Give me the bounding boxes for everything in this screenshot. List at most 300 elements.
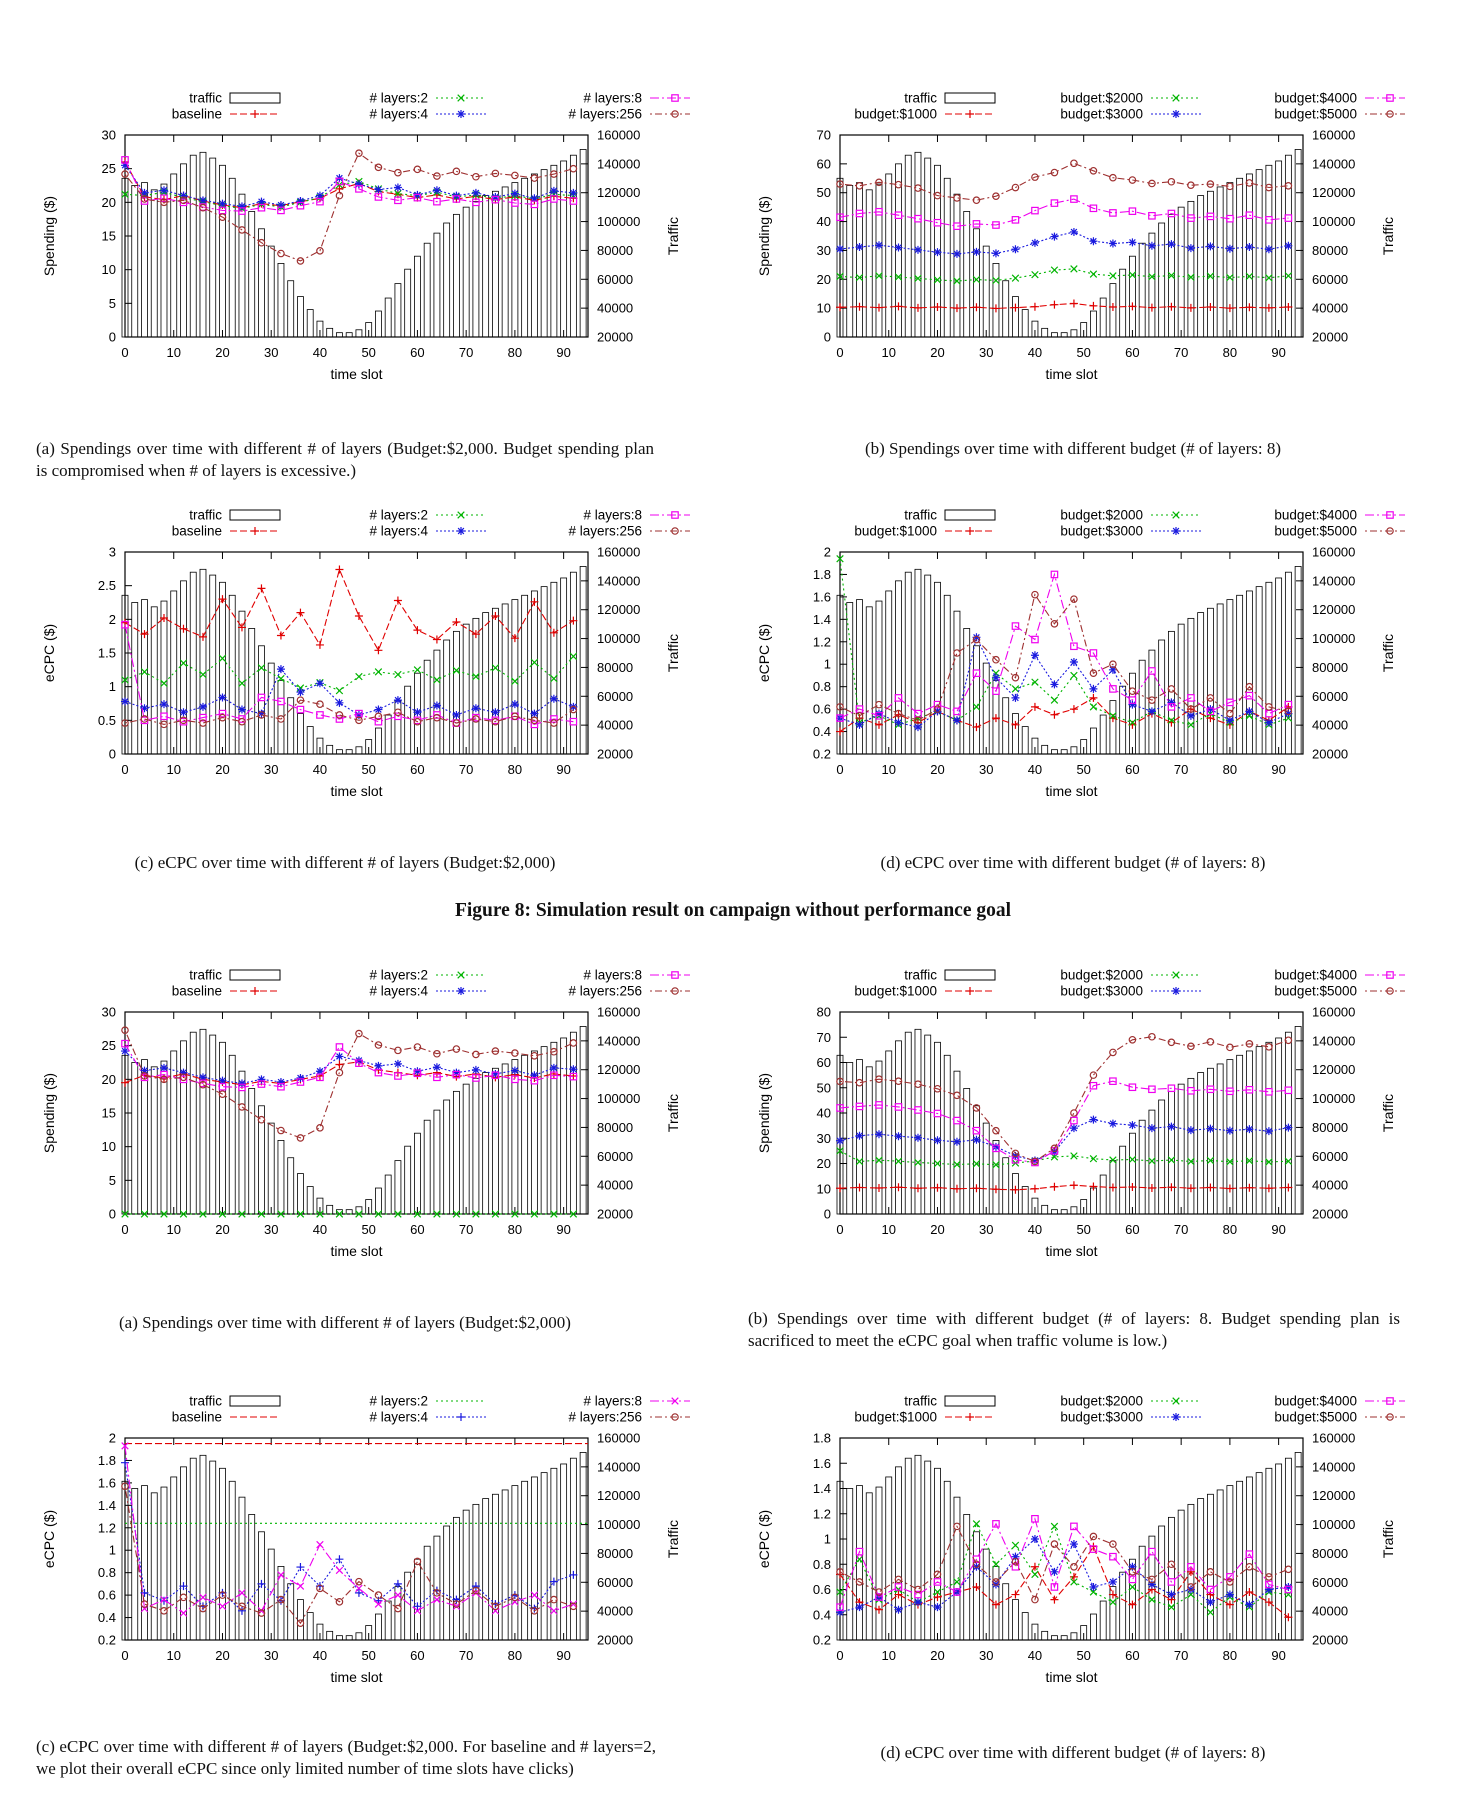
chart-top-a (30, 85, 690, 395)
svg-text:0.8: 0.8 (812, 679, 831, 695)
svg-text:80: 80 (1222, 1222, 1238, 1237)
svg-text:30: 30 (263, 345, 279, 360)
svg-text:140000: 140000 (1312, 1459, 1356, 1475)
traffic-bars (837, 1452, 1301, 1640)
svg-text:160000: 160000 (597, 544, 641, 560)
svg-text:60000: 60000 (597, 1148, 634, 1164)
svg-text:Traffic: Traffic (1380, 216, 1396, 256)
svg-text:2: 2 (108, 1430, 116, 1446)
svg-text:60000: 60000 (597, 1574, 634, 1590)
svg-text:140000: 140000 (1312, 1033, 1356, 1049)
caption-top-a: (a) Spendings over time with different # of layers (Budget:$2,000. Budget spending plan is compromised when # of layers is excessive.) (36, 439, 654, 481)
svg-text:baseline: baseline (171, 523, 222, 539)
svg-text:40: 40 (312, 345, 328, 360)
legend (854, 968, 1405, 999)
chart-top-d (745, 502, 1405, 812)
svg-text:50: 50 (1076, 345, 1091, 360)
svg-text:traffic: traffic (189, 90, 222, 106)
svg-text:120000: 120000 (597, 1062, 641, 1078)
traffic-bars (122, 1452, 586, 1640)
svg-text:120000: 120000 (1312, 185, 1356, 201)
svg-text:0: 0 (121, 1222, 129, 1237)
svg-text:Traffic: Traffic (665, 633, 681, 673)
svg-text:baseline: baseline (171, 983, 222, 999)
svg-text:traffic: traffic (904, 1393, 937, 1409)
svg-text:100000: 100000 (1312, 631, 1356, 647)
svg-text:80000: 80000 (1312, 1545, 1349, 1561)
svg-text:1.4: 1.4 (812, 611, 831, 627)
series-baseline (121, 1058, 577, 1089)
svg-text:2.5: 2.5 (97, 578, 116, 594)
svg-text:80: 80 (1222, 345, 1238, 360)
svg-text:30: 30 (978, 762, 994, 777)
svg-text:140000: 140000 (597, 1459, 641, 1475)
svg-text:40: 40 (312, 762, 328, 777)
svg-text:80: 80 (1222, 1648, 1238, 1663)
svg-text:25: 25 (101, 161, 116, 177)
svg-text:0: 0 (121, 1648, 129, 1663)
svg-text:traffic: traffic (904, 967, 937, 983)
chart-canvas-bottom-a (30, 962, 690, 1272)
svg-text:0: 0 (823, 1206, 831, 1222)
svg-text:70: 70 (458, 1648, 474, 1663)
svg-text:80: 80 (507, 1222, 523, 1237)
svg-text:10: 10 (166, 345, 181, 360)
series-budget:$1000 (836, 694, 1292, 736)
svg-text:eCPC ($): eCPC ($) (41, 1509, 57, 1569)
svg-text:1.2: 1.2 (97, 1520, 116, 1536)
svg-text:160000: 160000 (1312, 1004, 1356, 1020)
svg-text:1.5: 1.5 (97, 645, 116, 661)
svg-text:50: 50 (361, 1222, 376, 1237)
svg-text:1.2: 1.2 (812, 1506, 831, 1522)
svg-text:3: 3 (108, 544, 116, 560)
traffic-bars (122, 1026, 586, 1214)
svg-text:0.6: 0.6 (812, 1582, 831, 1597)
svg-text:0.4: 0.4 (97, 1610, 116, 1626)
svg-text:20: 20 (215, 345, 230, 360)
series-budget:$3000 (836, 228, 1292, 258)
svg-text:budget:$4000: budget:$4000 (1274, 90, 1357, 106)
svg-text:# layers:4: # layers:4 (369, 983, 428, 999)
svg-text:budget:$1000: budget:$1000 (854, 106, 937, 122)
svg-text:10: 10 (881, 345, 896, 360)
chart-canvas-top-b (745, 85, 1405, 395)
svg-text:0: 0 (121, 345, 129, 360)
svg-text:Traffic: Traffic (1380, 1519, 1396, 1559)
chart-canvas-bottom-b (745, 962, 1405, 1272)
svg-text:90: 90 (556, 762, 571, 777)
svg-text:1.8: 1.8 (812, 1430, 831, 1446)
svg-text:90: 90 (1271, 1222, 1286, 1237)
svg-text:budget:$1000: budget:$1000 (854, 983, 937, 999)
svg-text:50: 50 (1076, 762, 1091, 777)
svg-text:10: 10 (101, 1139, 116, 1155)
svg-text:60: 60 (1125, 345, 1140, 360)
svg-text:160000: 160000 (1312, 544, 1356, 560)
svg-text:time slot: time slot (1045, 1669, 1098, 1685)
svg-text:140000: 140000 (1312, 156, 1356, 172)
svg-text:60000: 60000 (597, 271, 634, 287)
svg-text:40: 40 (312, 1648, 328, 1663)
svg-text:1.8: 1.8 (97, 1452, 116, 1468)
svg-text:80000: 80000 (597, 659, 634, 675)
svg-text:120000: 120000 (597, 602, 641, 618)
svg-text:# layers:8: # layers:8 (583, 967, 642, 983)
svg-text:# layers:8: # layers:8 (583, 507, 642, 523)
svg-text:budget:$4000: budget:$4000 (1274, 967, 1357, 983)
svg-text:budget:$2000: budget:$2000 (1060, 1393, 1143, 1409)
chart-top-c (30, 502, 690, 812)
svg-text:50: 50 (816, 1080, 831, 1096)
svg-text:140000: 140000 (597, 1033, 641, 1049)
chart-bottom-d (745, 1388, 1405, 1698)
svg-text:20: 20 (930, 762, 945, 777)
svg-text:budget:$3000: budget:$3000 (1060, 1409, 1143, 1425)
svg-text:40: 40 (816, 1105, 831, 1121)
svg-text:60: 60 (410, 345, 425, 360)
svg-text:# layers:2: # layers:2 (369, 90, 428, 106)
chart-bottom-c (30, 1388, 690, 1698)
svg-text:40000: 40000 (597, 1603, 634, 1619)
traffic-bars (837, 1026, 1301, 1214)
svg-text:160000: 160000 (1312, 127, 1356, 143)
svg-text:60: 60 (410, 1648, 425, 1663)
svg-text:traffic: traffic (904, 90, 937, 106)
svg-text:budget:$2000: budget:$2000 (1060, 90, 1143, 106)
svg-text:70: 70 (458, 1222, 474, 1237)
chart-canvas-top-c (30, 502, 690, 812)
svg-text:50: 50 (361, 762, 376, 777)
svg-text:140000: 140000 (597, 573, 641, 589)
svg-text:Spending ($): Spending ($) (41, 195, 57, 277)
svg-text:40000: 40000 (597, 717, 634, 733)
svg-text:30: 30 (101, 127, 116, 143)
svg-text:30: 30 (263, 1648, 279, 1663)
svg-text:20000: 20000 (597, 1206, 634, 1222)
svg-text:10: 10 (816, 1181, 831, 1197)
svg-text:Traffic: Traffic (1380, 1093, 1396, 1133)
svg-text:1.6: 1.6 (812, 589, 831, 605)
svg-text:20: 20 (816, 271, 831, 287)
svg-text:budget:$1000: budget:$1000 (854, 1409, 937, 1425)
svg-text:# layers:8: # layers:8 (583, 1393, 642, 1409)
svg-text:60: 60 (1125, 1222, 1140, 1237)
svg-text:100000: 100000 (597, 1517, 641, 1533)
chart-bottom-b (745, 962, 1405, 1272)
svg-text:80000: 80000 (1312, 659, 1349, 675)
svg-text:160000: 160000 (1312, 1430, 1356, 1446)
series-budget:$1000 (836, 300, 1292, 313)
svg-text:30: 30 (101, 1004, 116, 1020)
svg-text:# layers:2: # layers:2 (369, 1393, 428, 1409)
svg-text:eCPC ($): eCPC ($) (756, 623, 772, 683)
svg-text:time slot: time slot (330, 366, 383, 382)
svg-text:traffic: traffic (189, 967, 222, 983)
svg-text:0: 0 (108, 329, 116, 345)
svg-text:0: 0 (836, 1648, 844, 1663)
svg-text:80: 80 (507, 345, 523, 360)
svg-text:100000: 100000 (597, 214, 641, 230)
svg-text:0.5: 0.5 (97, 712, 116, 728)
svg-text:40000: 40000 (1312, 1603, 1349, 1619)
svg-text:30: 30 (978, 1222, 994, 1237)
svg-text:160000: 160000 (597, 127, 641, 143)
svg-text:20: 20 (215, 1648, 230, 1663)
svg-text:time slot: time slot (330, 783, 383, 799)
svg-text:50: 50 (816, 185, 831, 201)
series-baseline (121, 566, 577, 655)
legend (172, 968, 690, 999)
svg-text:60: 60 (410, 762, 425, 777)
svg-text:70: 70 (816, 127, 831, 143)
svg-text:40: 40 (1027, 345, 1043, 360)
svg-text:budget:$5000: budget:$5000 (1274, 983, 1357, 999)
svg-text:10: 10 (101, 262, 116, 278)
svg-text:90: 90 (556, 1222, 571, 1237)
legend (854, 1394, 1405, 1425)
svg-text:160000: 160000 (597, 1430, 641, 1446)
svg-text:10: 10 (166, 1222, 181, 1237)
legend (172, 1394, 690, 1425)
svg-text:10: 10 (881, 1648, 896, 1663)
figure-title: Figure 8: Simulation result on campaign without performance goal (454, 900, 1012, 921)
svg-text:30: 30 (816, 242, 831, 258)
svg-text:1.4: 1.4 (812, 1481, 831, 1496)
svg-text:# layers:256: # layers:256 (568, 106, 642, 122)
svg-text:20: 20 (930, 1222, 945, 1237)
svg-text:60000: 60000 (1312, 688, 1349, 704)
svg-text:Spending ($): Spending ($) (756, 1072, 772, 1154)
svg-text:# layers:4: # layers:4 (369, 523, 428, 539)
svg-text:0: 0 (823, 329, 831, 345)
svg-text:60000: 60000 (1312, 1574, 1349, 1590)
svg-text:Traffic: Traffic (665, 1093, 681, 1133)
svg-text:2: 2 (108, 611, 116, 627)
svg-text:60: 60 (816, 1055, 831, 1070)
svg-text:20000: 20000 (1312, 1632, 1349, 1648)
svg-text:Traffic: Traffic (665, 1519, 681, 1559)
svg-text:eCPC ($): eCPC ($) (756, 1509, 772, 1569)
svg-text:40000: 40000 (1312, 1177, 1349, 1193)
svg-text:# layers:2: # layers:2 (369, 507, 428, 523)
svg-text:60: 60 (1125, 1648, 1140, 1663)
series-budget:$3000 (836, 1535, 1292, 1616)
svg-text:time slot: time slot (1045, 366, 1098, 382)
svg-text:0: 0 (836, 1222, 844, 1237)
svg-text:0: 0 (108, 746, 116, 762)
svg-text:80: 80 (1222, 762, 1238, 777)
svg-text:40: 40 (312, 1222, 328, 1237)
svg-text:time slot: time slot (330, 1243, 383, 1259)
svg-text:90: 90 (1271, 762, 1286, 777)
chart-bottom-a (30, 962, 690, 1272)
svg-text:0.8: 0.8 (812, 1556, 831, 1572)
svg-text:30: 30 (978, 345, 994, 360)
svg-text:30: 30 (816, 1130, 831, 1146)
svg-text:70: 70 (458, 345, 474, 360)
svg-text:20: 20 (101, 194, 116, 210)
svg-text:budget:$3000: budget:$3000 (1060, 983, 1143, 999)
svg-text:80: 80 (816, 1004, 831, 1020)
caption-bottom-c: (c) eCPC over time with different # of layers (Budget:$2,000. For baseline and # layers=2, we plot their overall eCPC since only limited number of time slots have clicks) (36, 1737, 656, 1779)
svg-text:# layers:256: # layers:256 (568, 523, 642, 539)
caption-top-c: (c) eCPC over time with different # of layers (Budget:$2,000) (134, 853, 556, 872)
caption-bottom-d: (d) eCPC over time with different budget (# of layers: 8) (880, 1743, 1266, 1762)
svg-text:25: 25 (101, 1038, 116, 1054)
svg-text:budget:$5000: budget:$5000 (1274, 106, 1357, 122)
legend (172, 508, 690, 539)
svg-text:20000: 20000 (1312, 329, 1349, 345)
traffic-bars (122, 566, 586, 754)
chart-canvas-top-a (30, 85, 690, 395)
svg-text:50: 50 (1076, 1222, 1091, 1237)
svg-text:70: 70 (1173, 1648, 1189, 1663)
svg-text:90: 90 (1271, 345, 1286, 360)
svg-text:10: 10 (881, 762, 896, 777)
svg-text:100000: 100000 (597, 631, 641, 647)
svg-text:time slot: time slot (1045, 783, 1098, 799)
svg-text:70: 70 (458, 762, 474, 777)
svg-text:2: 2 (823, 544, 831, 560)
svg-text:0.6: 0.6 (97, 1587, 116, 1603)
svg-text:0.6: 0.6 (812, 701, 831, 717)
svg-text:20000: 20000 (597, 329, 634, 345)
caption-top-b: (b) Spendings over time with different budget (# of layers: 8) (864, 439, 1282, 458)
svg-text:Traffic: Traffic (1380, 633, 1396, 673)
svg-text:budget:$1000: budget:$1000 (854, 523, 937, 539)
svg-text:120000: 120000 (1312, 1062, 1356, 1078)
svg-text:160000: 160000 (597, 1004, 641, 1020)
svg-text:1.2: 1.2 (812, 634, 831, 650)
svg-text:120000: 120000 (597, 1488, 641, 1504)
svg-text:80000: 80000 (597, 1119, 634, 1135)
series-budget:$3000 (836, 1116, 1292, 1165)
svg-text:30: 30 (263, 762, 279, 777)
svg-text:70: 70 (1173, 1222, 1189, 1237)
svg-text:1: 1 (823, 1531, 831, 1547)
svg-text:budget:$3000: budget:$3000 (1060, 523, 1143, 539)
svg-text:80: 80 (507, 762, 523, 777)
svg-text:budget:$5000: budget:$5000 (1274, 523, 1357, 539)
caption-top-d: (d) eCPC over time with different budget (# of layers: 8) (880, 853, 1266, 872)
svg-text:0: 0 (108, 1206, 116, 1222)
svg-text:baseline: baseline (171, 1409, 222, 1425)
svg-text:100000: 100000 (597, 1091, 641, 1107)
svg-text:0: 0 (836, 345, 844, 360)
svg-text:1: 1 (823, 656, 831, 672)
svg-text:80000: 80000 (1312, 1119, 1349, 1135)
svg-text:budget:$4000: budget:$4000 (1274, 1393, 1357, 1409)
svg-text:40000: 40000 (597, 1177, 634, 1193)
traffic-bars (837, 566, 1301, 754)
svg-text:60000: 60000 (1312, 271, 1349, 287)
svg-text:90: 90 (1271, 1648, 1286, 1663)
svg-text:budget:$5000: budget:$5000 (1274, 1409, 1357, 1425)
svg-text:120000: 120000 (1312, 1488, 1356, 1504)
svg-text:traffic: traffic (189, 1393, 222, 1409)
svg-text:20: 20 (215, 1222, 230, 1237)
svg-text:70: 70 (816, 1029, 831, 1045)
svg-text:100000: 100000 (1312, 1091, 1356, 1107)
svg-text:90: 90 (556, 1648, 571, 1663)
caption-bottom-a: (a) Spendings over time with different # of layers (Budget:$2,000) (119, 1313, 571, 1332)
svg-text:baseline: baseline (171, 106, 222, 122)
svg-text:20: 20 (215, 762, 230, 777)
svg-text:budget:$2000: budget:$2000 (1060, 507, 1143, 523)
svg-text:20000: 20000 (1312, 746, 1349, 762)
svg-text:20000: 20000 (597, 746, 634, 762)
svg-text:eCPC ($): eCPC ($) (41, 623, 57, 683)
svg-text:20: 20 (816, 1156, 831, 1171)
svg-text:0.2: 0.2 (812, 1632, 831, 1648)
svg-text:50: 50 (361, 1648, 376, 1663)
svg-text:40000: 40000 (597, 300, 634, 316)
svg-text:traffic: traffic (904, 507, 937, 523)
chart-top-b (745, 85, 1405, 395)
svg-text:140000: 140000 (1312, 573, 1356, 589)
svg-text:20000: 20000 (1312, 1206, 1349, 1222)
svg-text:Traffic: Traffic (665, 216, 681, 256)
series-budget:$1000 (836, 1181, 1292, 1194)
svg-text:80000: 80000 (597, 1545, 634, 1561)
svg-text:time slot: time slot (1045, 1243, 1098, 1259)
svg-text:20: 20 (930, 1648, 945, 1663)
svg-text:80000: 80000 (1312, 242, 1349, 258)
svg-text:0: 0 (836, 762, 844, 777)
svg-text:# layers:4: # layers:4 (369, 106, 428, 122)
svg-text:20: 20 (930, 345, 945, 360)
svg-text:Spending ($): Spending ($) (41, 1072, 57, 1154)
svg-text:30: 30 (978, 1648, 994, 1663)
svg-text:140000: 140000 (597, 156, 641, 172)
svg-text:40000: 40000 (1312, 717, 1349, 733)
svg-text:1.6: 1.6 (97, 1475, 116, 1491)
svg-text:Spending ($): Spending ($) (756, 195, 772, 277)
svg-text:# layers:4: # layers:4 (369, 1409, 428, 1425)
svg-text:1: 1 (108, 679, 116, 695)
svg-text:100000: 100000 (1312, 1517, 1356, 1533)
svg-text:60000: 60000 (597, 688, 634, 704)
svg-text:100000: 100000 (1312, 214, 1356, 230)
svg-text:40: 40 (1027, 762, 1043, 777)
svg-text:50: 50 (361, 345, 376, 360)
chart-canvas-bottom-c (30, 1388, 690, 1698)
svg-text:0: 0 (121, 762, 129, 777)
svg-text:70: 70 (1173, 762, 1189, 777)
svg-text:15: 15 (101, 1105, 116, 1121)
svg-text:60: 60 (410, 1222, 425, 1237)
chart-canvas-top-d (745, 502, 1405, 812)
svg-text:# layers:256: # layers:256 (568, 1409, 642, 1425)
svg-text:30: 30 (263, 1222, 279, 1237)
caption-bottom-b: (b) Spendings over time with different budget (# of layers: 8. Budget spending plan is sacrificed to meet the eCPC goal when traffic volume is low.) (748, 1309, 1400, 1351)
legend (854, 508, 1405, 539)
svg-text:budget:$3000: budget:$3000 (1060, 106, 1143, 122)
svg-text:120000: 120000 (597, 185, 641, 201)
svg-text:50: 50 (1076, 1648, 1091, 1663)
svg-text:# layers:2: # layers:2 (369, 967, 428, 983)
svg-text:0.2: 0.2 (812, 746, 831, 762)
svg-text:40000: 40000 (1312, 300, 1349, 316)
series-budget:$3000 (836, 633, 1292, 731)
svg-text:10: 10 (166, 1648, 181, 1663)
svg-text:# layers:256: # layers:256 (568, 983, 642, 999)
legend (854, 91, 1405, 122)
svg-text:120000: 120000 (1312, 602, 1356, 618)
svg-text:80: 80 (507, 1648, 523, 1663)
svg-text:90: 90 (556, 345, 571, 360)
